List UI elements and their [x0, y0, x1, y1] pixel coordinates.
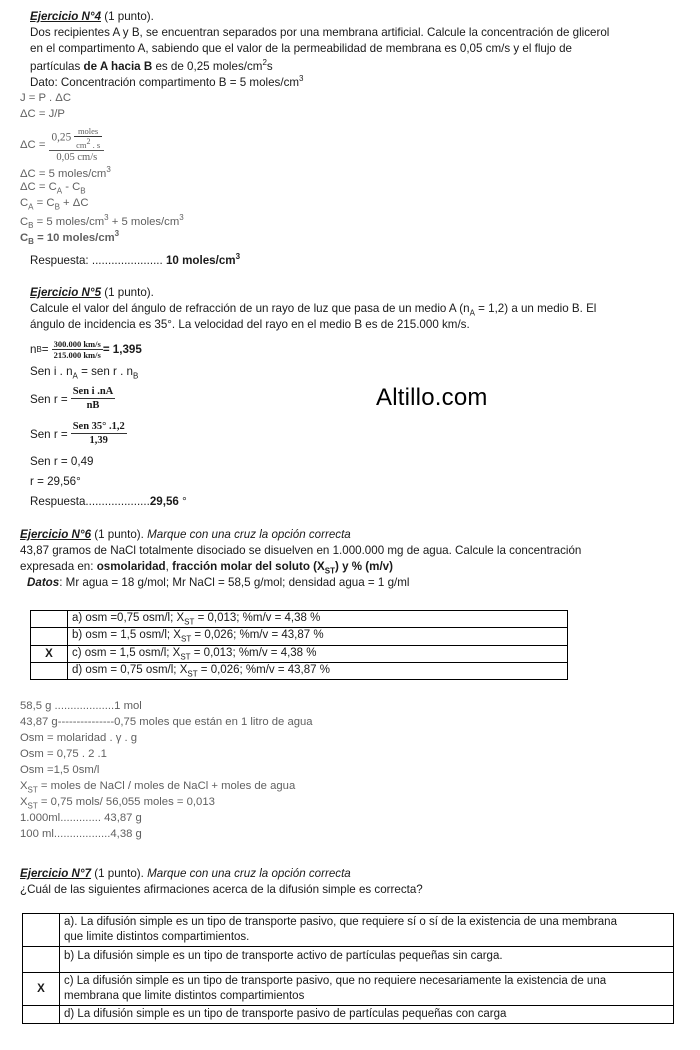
- work-line: $X_{ST} = 0,75$ mols/ 56,055 moles = 0,013: [20, 796, 215, 811]
- work-line: Osm = molaridad . γ . g: [20, 732, 138, 744]
- exercise-5: [30, 286, 675, 334]
- exercise-4-dato: Dato: Concentración compartimento B = 5 moles/$cm^3$: [30, 74, 304, 89]
- watermark: Altillo.com: [376, 384, 488, 411]
- option-text: c) osm = 1,5 osm/l; $X_{ST} = 0,013$; %m/v = 4,38 %: [68, 645, 568, 662]
- option-mark-cell[interactable]: [31, 662, 68, 679]
- solution-line: $C_B = 5$ moles/$cm^3 + 5$ moles/$cm^3$: [20, 213, 184, 231]
- r-value: r = 29,56°: [30, 475, 81, 488]
- exercise-4-statement-line-2: en el compartimento A, sabiendo que el valor de la permeabilidad de membrana es 0,05 cm/s y el flujo de: [30, 42, 572, 55]
- exercise-6-instruction: Marque con una cruz la opción correcta: [147, 528, 351, 541]
- exercise-6-heading: Ejercicio N°6: [20, 528, 92, 541]
- solution-fraction-line: ΔC = 0,25 $\frac{\text{moles}}{cm^2 . s}$ 0,05 cm/s: [20, 125, 340, 165]
- solution-line: $C_B = 10$ moles/$cm^3$: [20, 229, 120, 247]
- solution-line: $C_A = C_B + \Delta C$: [20, 197, 89, 212]
- work-line: Osm =1,5 0sm/l: [20, 764, 100, 776]
- solution-line: J = P . ΔC: [20, 92, 71, 104]
- exercise-7-options-table: [22, 913, 674, 1024]
- exercise-4-statement-line-3: partículas de A hacia B es de 0,25 moles/$cm^2s$: [30, 58, 273, 73]
- exercise-4-solution: [20, 92, 340, 245]
- exercise-5-points: (1 punto).: [101, 286, 154, 299]
- exercise-6-work: [20, 700, 420, 844]
- snell-law-line: Sen i . $n_A$ = sen r . $n_B$: [30, 365, 139, 381]
- sen-r-fraction-line-1: Sen r = $\frac{\text{Sen i .nA}}{nB}$: [30, 386, 114, 411]
- sen-r-value: Sen r = 0,49: [30, 455, 94, 468]
- option-mark-cell[interactable]: X: [23, 973, 60, 1006]
- option-row[interactable]: [31, 628, 568, 645]
- option-row[interactable]: [23, 914, 674, 947]
- exercise-5-statement-line-2: ángulo de incidencia es 35°. La velocidad del rayo en el medio B es de 215.000 km/s.: [30, 318, 470, 331]
- work-line: 43,87 g---------------0,75 moles que están en 1 litro de agua: [20, 716, 313, 728]
- solution-line: ΔC = J/P: [20, 108, 65, 120]
- exercise-5-solution: [30, 336, 330, 512]
- option-text: b) La difusión simple es un tipo de transporte activo de partículas pequeñas sin carga.: [60, 947, 674, 973]
- option-text: d) osm = 0,75 osm/l; $X_{ST} = 0,026$; %m/v = 43,87 %: [68, 662, 568, 679]
- work-line: 100 ml..................4,38 g: [20, 828, 142, 840]
- option-mark-cell[interactable]: X: [31, 645, 68, 662]
- flux-over-permeability-fraction: 0,25 $\frac{\text{moles}}{cm^2 . s}$ 0,05 cm/s: [49, 126, 104, 164]
- solution-line: $\Delta C = C_A - C_B$: [20, 181, 86, 196]
- nb-fraction-line: n B = $\frac{300.000 km/s}{215.000 km/s}$ = 1,395: [30, 338, 142, 360]
- velocity-ratio-fraction: $\frac{300.000 km/s}{215.000 km/s}$: [53, 338, 101, 360]
- option-row[interactable]: [23, 1006, 674, 1024]
- exercise-4-answer: Respuesta: ...................... 10 moles/$cm^3$: [30, 252, 241, 267]
- work-line: $X_{ST}$ = moles de NaCl / moles de NaCl + moles de agua: [20, 780, 296, 795]
- option-row[interactable]: [23, 947, 674, 973]
- option-mark-cell[interactable]: [31, 611, 68, 628]
- exercise-6-statement-line-1: 43,87 gramos de NaCl totalmente disociado se disuelven en 1.000.000 mg de agua. Calcule la concentración: [20, 544, 582, 557]
- option-mark-cell[interactable]: [23, 947, 60, 973]
- exercise-6-options-table: [30, 610, 568, 680]
- option-mark-cell[interactable]: [23, 914, 60, 947]
- option-row[interactable]: [31, 611, 568, 628]
- snell-numeric-fraction: $\frac{\text{Sen 35° .1,2}}{1,39}$: [72, 421, 125, 446]
- exercise-7: Ejercicio N°7 (1 punto). Marque con una cruz la opción correcta ¿Cuál de las siguientes afirmaciones acerca de la difusión simple es correcta?: [20, 867, 670, 899]
- option-row[interactable]: [31, 645, 568, 662]
- option-text: a). La difusión simple es un tipo de transporte pasivo, que requiere sí o sí de la existencia de una membrana que limite distintos compartimientos.: [60, 914, 674, 947]
- option-text: c) La difusión simple es un tipo de transporte pasivo, que no requiere necesariamente la existencia de una membrana que limite distintos compartimientos: [60, 973, 674, 1006]
- option-row[interactable]: [23, 973, 674, 1006]
- work-line: 1.000ml............. 43,87 g: [20, 812, 142, 824]
- exercise-6: Ejercicio N°6 (1 punto). Marque con una cruz la opción correcta 43,87 gramos de NaCl totalmente disociado se disuelven en 1.000.000 mg de agua. Calcule la concentración expresada en: osmolaridad, fracción molar del soluto $(X_{ST})$ y % (m/v) Datos: Mr agua = 18 g/mol; Mr NaCl = 58,5 g/mol; densidad agua = 1 g/ml: [20, 528, 670, 592]
- exercise-5-heading: Ejercicio N°5: [30, 286, 102, 299]
- exercise-4-points: (1 punto).: [101, 10, 154, 23]
- exercise-6-statement-line-2: expresada en: osmolaridad, fracción molar del soluto $(X_{ST})$ y % (m/v): [20, 560, 393, 576]
- option-text: d) La difusión simple es un tipo de transporte pasivo de partículas pequeñas con carga: [60, 1006, 674, 1024]
- exercise-6-datos: Datos: Mr agua = 18 g/mol; Mr NaCl = 58,5 g/mol; densidad agua = 1 g/ml: [27, 576, 410, 589]
- option-mark-cell[interactable]: [31, 628, 68, 645]
- solution-line: ΔC = 5 moles/$cm^3$: [20, 165, 111, 180]
- exercise-5-answer: Respuesta....................29,56 °: [30, 495, 187, 508]
- work-line: 58,5 g ...................1 mol: [20, 700, 142, 712]
- option-text: b) osm = 1,5 osm/l; $X_{ST} = 0,026$; %m/v = 43,87 %: [68, 628, 568, 645]
- option-row[interactable]: [31, 662, 568, 679]
- exercise-7-instruction: Marque con una cruz la opción correcta: [147, 867, 351, 880]
- sen-r-fraction-line-2: Sen r = $\frac{\text{Sen 35° .1,2}}{1,39}$: [30, 421, 125, 446]
- exercise-7-heading: Ejercicio N°7: [20, 867, 92, 880]
- snell-fraction: $\frac{\text{Sen i .nA}}{nB}$: [72, 386, 114, 411]
- exercise-7-question: ¿Cuál de las siguientes afirmaciones acerca de la difusión simple es correcta?: [20, 883, 423, 896]
- exercise-4-heading: Ejercicio N°4: [30, 10, 102, 23]
- work-line: Osm = 0,75 . 2 .1: [20, 748, 107, 760]
- option-mark-cell[interactable]: [23, 1006, 60, 1024]
- exercise-4-statement-line-1: Dos recipientes A y B, se encuentran separados por una membrana artificial. Calcule la concentración de glicerol: [30, 26, 610, 39]
- exercise-5-statement-line-1: Calcule el valor del ángulo de refracción de un rayo de luz que pasa de un medio A $(n_A = 1,2)$ a un medio B. El: [30, 302, 597, 318]
- exercise-4: [30, 10, 666, 90]
- option-text: a) osm =0,75 osm/l; $X_{ST} = 0,013$; %m/v = 4,38 %: [68, 611, 568, 628]
